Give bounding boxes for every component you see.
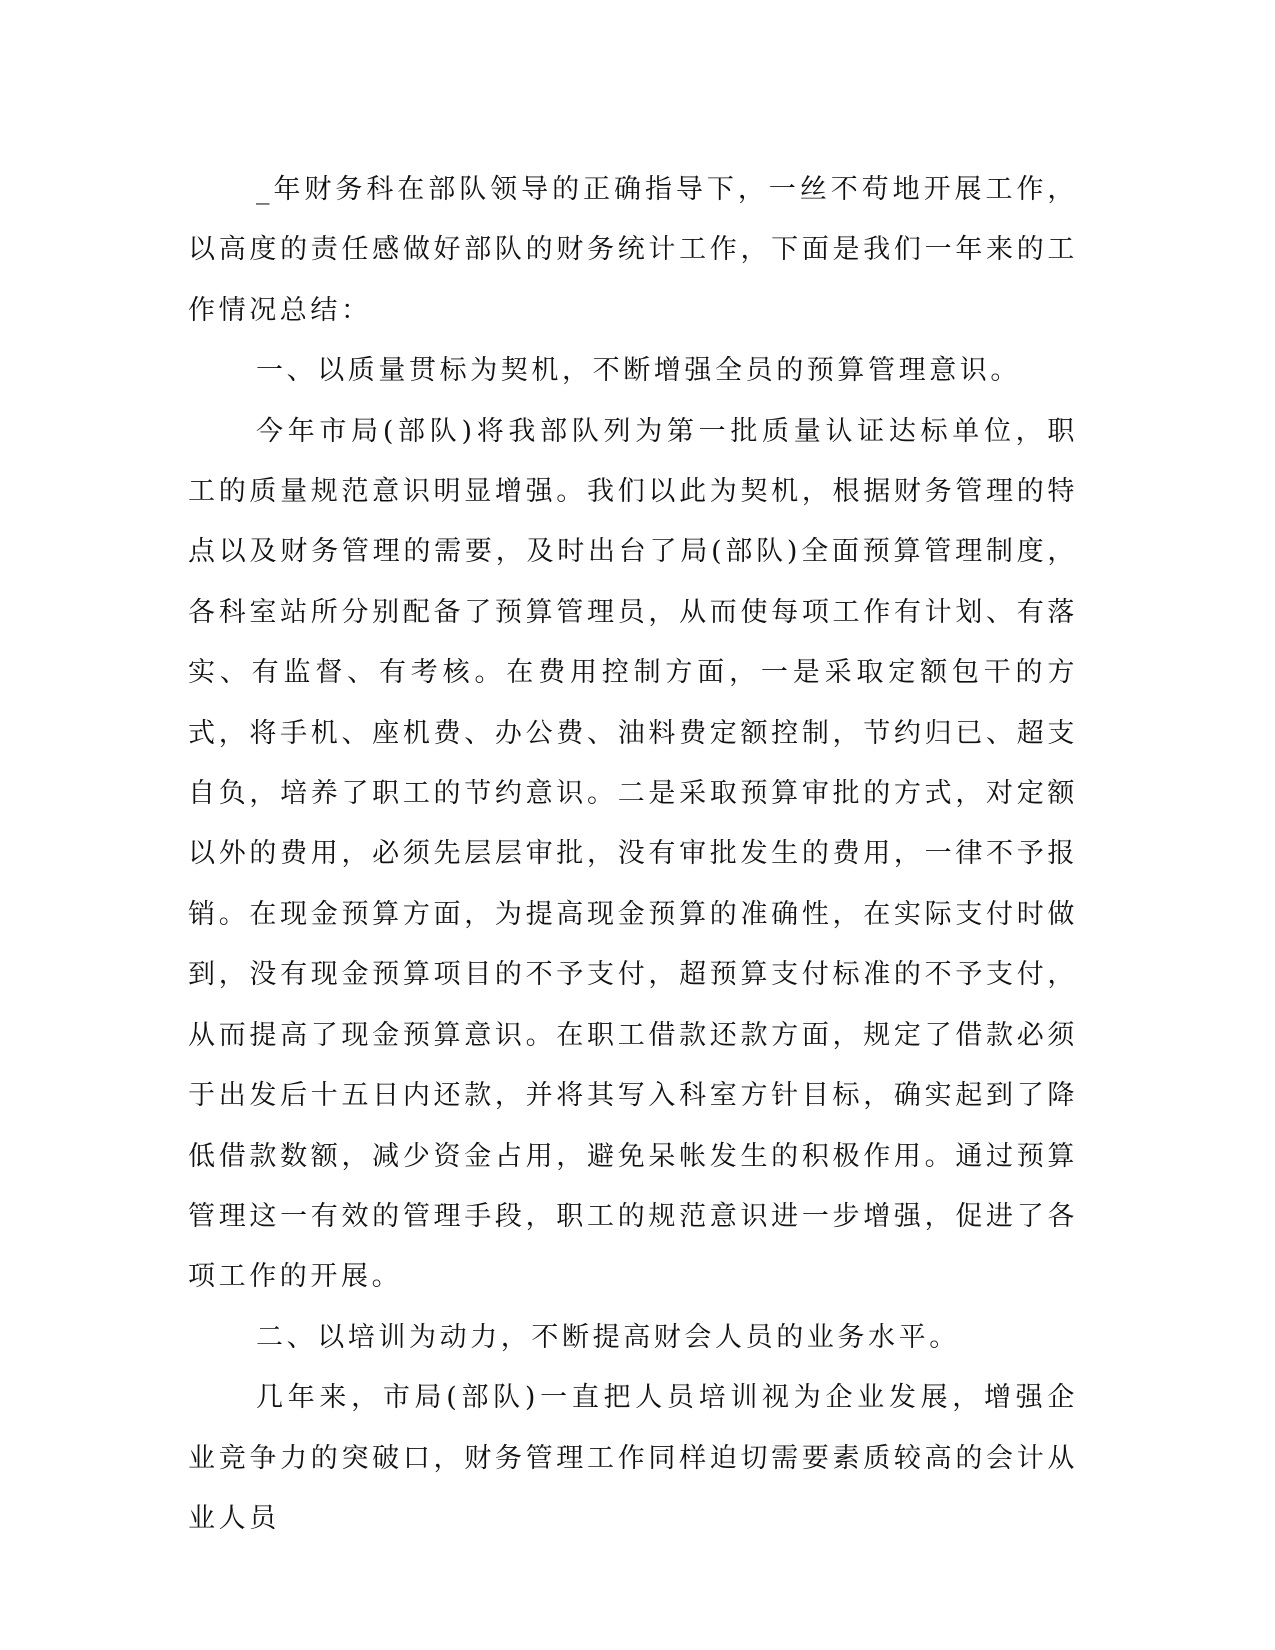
intro-paragraph: _年财务科在部队领导的正确指导下，一丝不苟地开展工作，以高度的责任感做好部队的财务统计工作，下面是我们一年来的工作情况总结： <box>188 174 1078 326</box>
document-body <box>188 160 1078 1549</box>
section-1-paragraph: 今年市局(部队)将我部队列为第一批质量认证达标单位，职工的质量规范意识明显增强。我们以此为契机，根据财务管理的特点以及财务管理的需要，及时出台了局(部队)全面预算管理制度，各科室站所分别配备了预算管理员，从而使每项工作有计划、有落实、有监督、有考核。在费用控制方面，一是采取定额包干的方式，将手机、座机费、办公费、油料费定额控制，节约归已、超支自负，培养了职工的节约意识。二是采取预算审批的方式，对定额以外的费用，必须先层层审批，没有审批发生的费用，一律不予报销。在现金预算方面，为提高现金预算的准确性，在实际支付时做到，没有现金预算项目的不予支付，超预算支付标准的不予支付，从而提高了现金预算意识。在职工借款还款方面，规定了借款必须于出发后十五日内还款，并将其写入科室方针目标，确实起到了降低借款数额，减少资金占用，避免呆帐发生的积极作用。通过预算管理这一有效的管理手段，职工的规范意识进一步增强，促进了各项工作的开展。 <box>188 415 1078 1293</box>
section-heading-1: 一、以质量贯标为契机，不断增强全员的预算管理意识。 <box>256 355 1021 387</box>
section-heading-2: 二、以培训为动力，不断提高财会人员的业务水平。 <box>256 1321 960 1353</box>
section-2-paragraph: 几年来，市局(部队)一直把人员培训视为企业发展，增强企业竞争力的突破口，财务管理工作同样迫切需要素质较高的会计从业人员 <box>188 1382 1078 1534</box>
